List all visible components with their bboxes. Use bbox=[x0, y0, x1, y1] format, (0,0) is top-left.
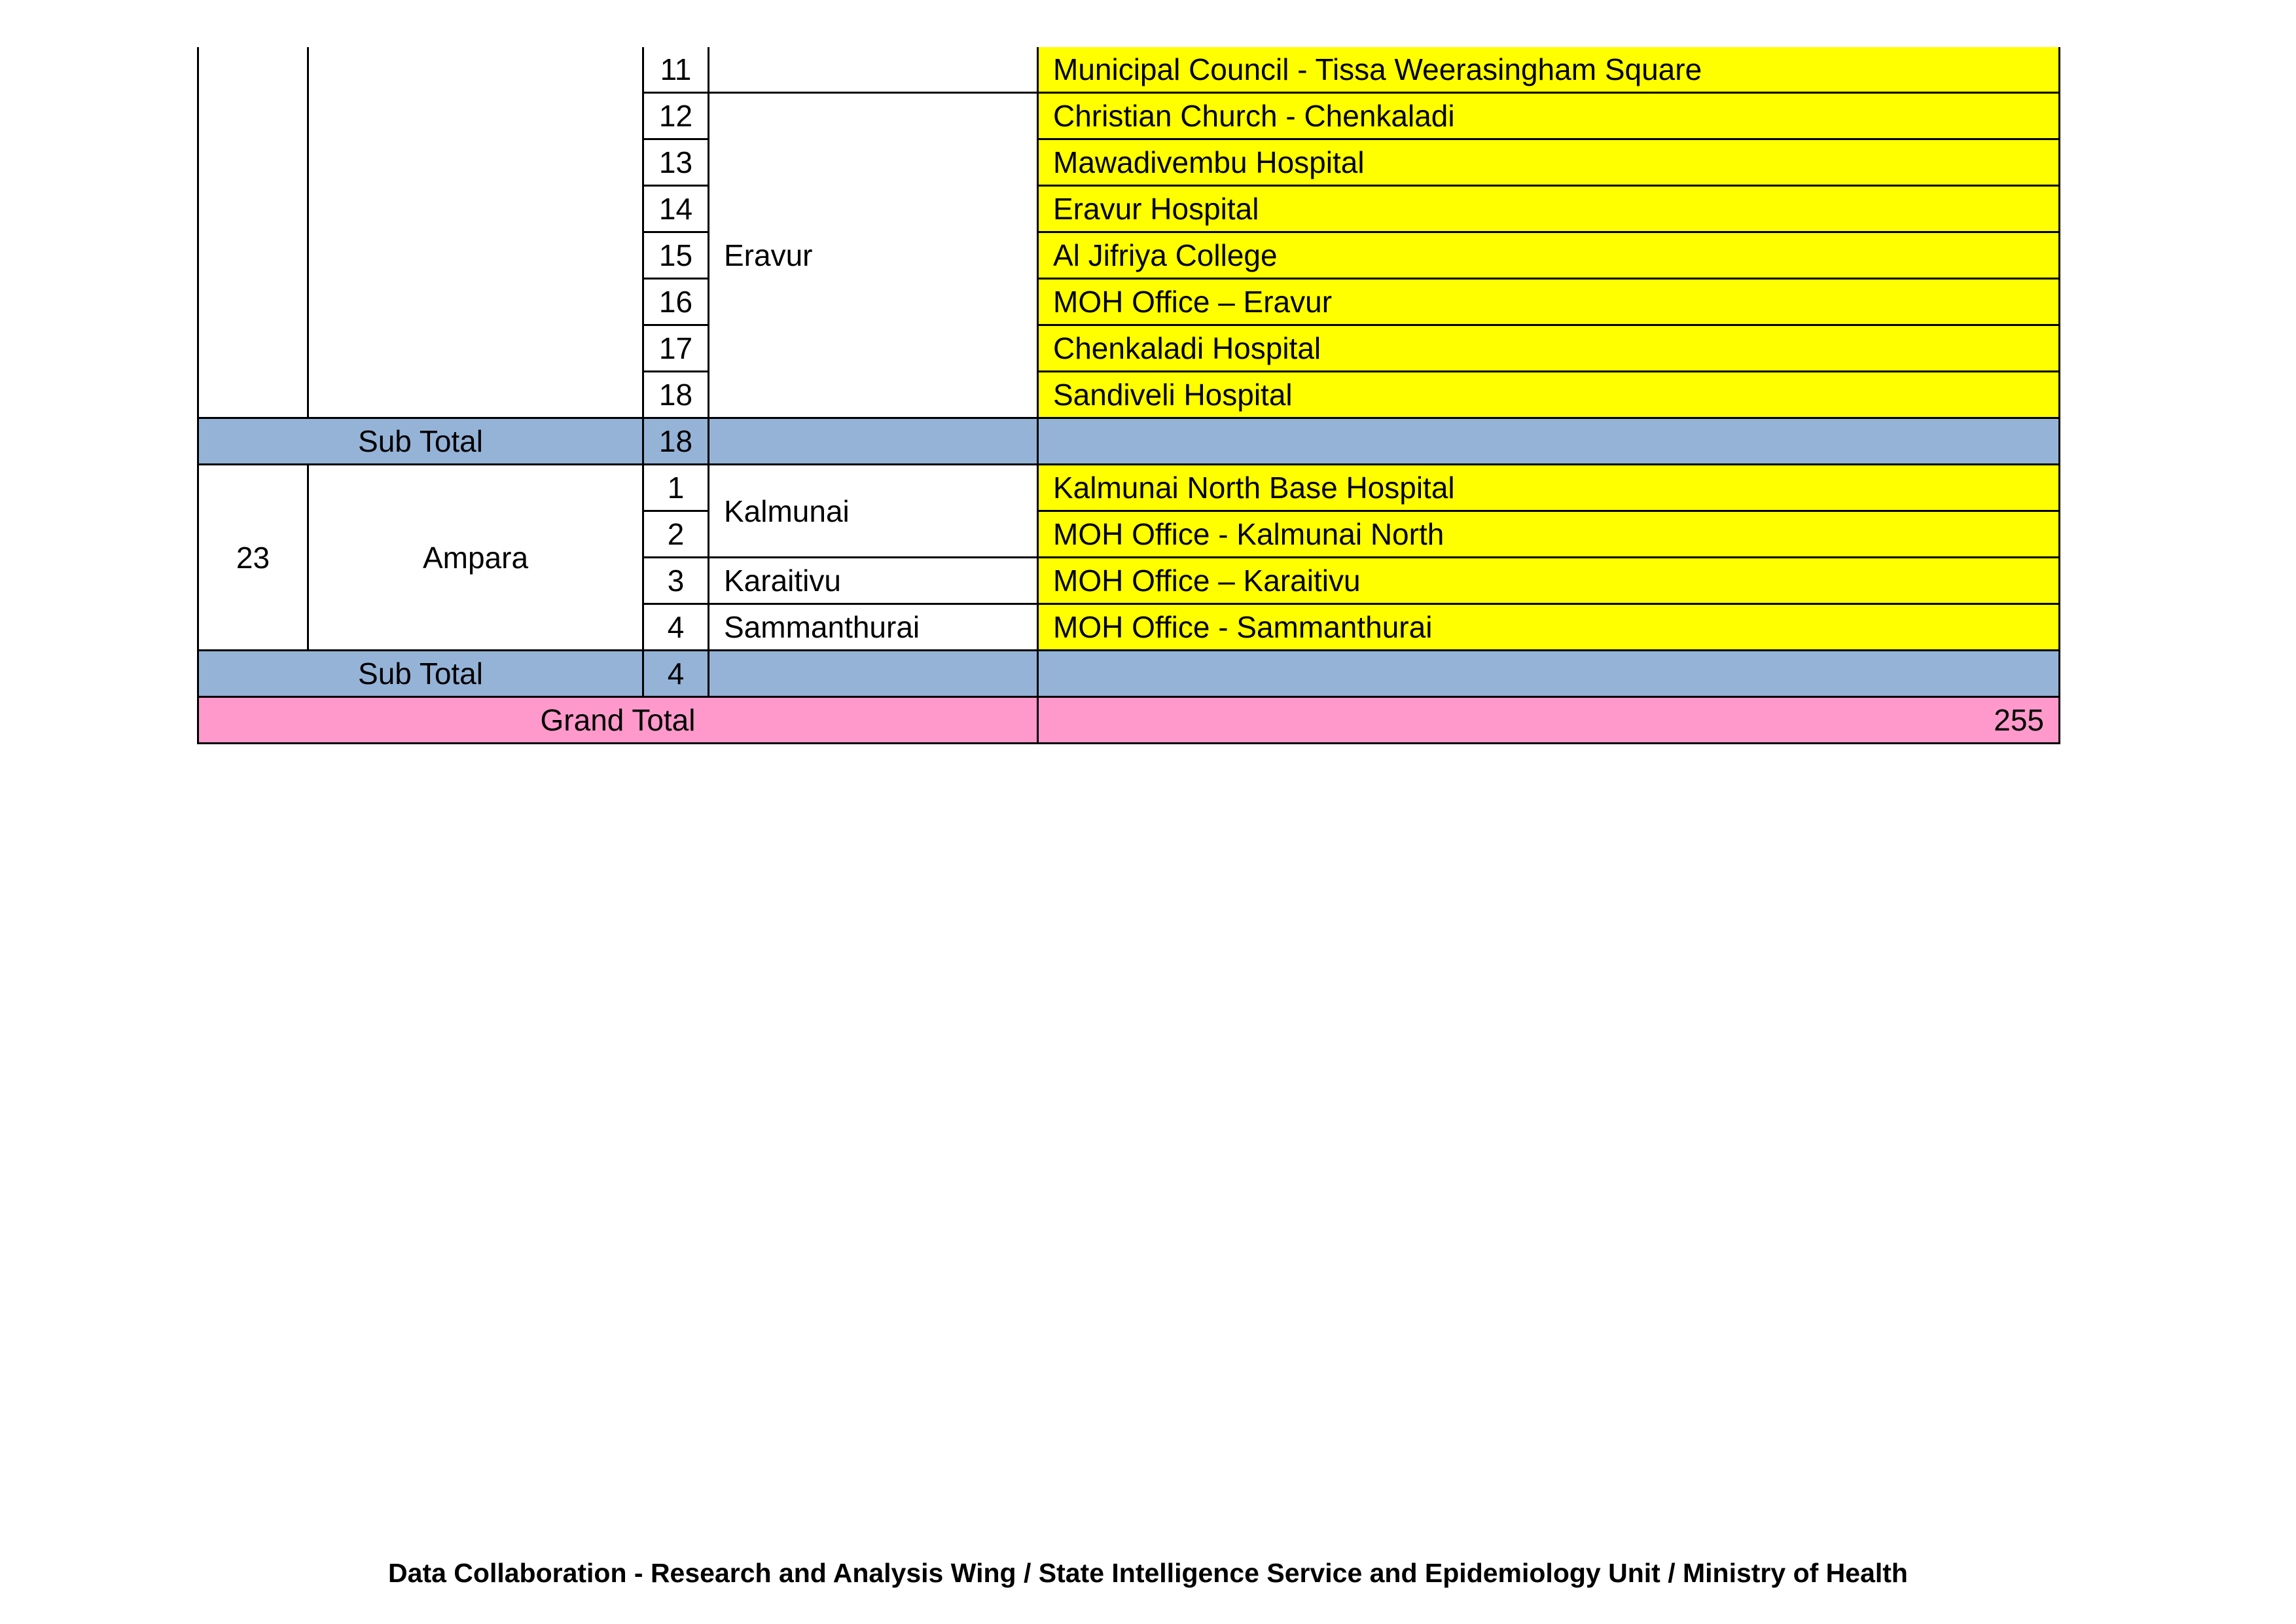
site-name: Mawadivembu Hospital bbox=[1038, 139, 2060, 186]
site-name: MOH Office - Kalmunai North bbox=[1038, 511, 2060, 558]
site-name: Kalmunai North Base Hospital bbox=[1038, 465, 2060, 511]
subtotal-label: Sub Total bbox=[198, 651, 643, 697]
subtotal-row bbox=[198, 651, 2060, 697]
site-name: Al Jifriya College bbox=[1038, 232, 2060, 279]
site-name: Municipal Council - Tissa Weerasingham Square bbox=[1038, 47, 2060, 93]
site-name: Eravur Hospital bbox=[1038, 186, 2060, 232]
site-name: Chenkaladi Hospital bbox=[1038, 325, 2060, 372]
subtotal-count: 4 bbox=[643, 651, 709, 697]
moh-area-cell: Kalmunai bbox=[709, 465, 1038, 558]
district-no-cell bbox=[198, 47, 308, 418]
subtotal-label: Sub Total bbox=[198, 418, 643, 465]
district-cell bbox=[308, 47, 643, 418]
row-number: 13 bbox=[643, 139, 709, 186]
grand-total-label: Grand Total bbox=[198, 697, 1038, 744]
moh-area-cell: Sammanthurai bbox=[709, 604, 1038, 651]
site-name: MOH Office - Sammanthurai bbox=[1038, 604, 2060, 651]
vaccination-centres-table bbox=[197, 47, 2060, 744]
site-name: Sandiveli Hospital bbox=[1038, 372, 2060, 418]
table-row bbox=[198, 47, 2060, 93]
row-number: 4 bbox=[643, 604, 709, 651]
row-number: 11 bbox=[643, 47, 709, 93]
row-number: 18 bbox=[643, 372, 709, 418]
moh-area-cell: Karaitivu bbox=[709, 558, 1038, 604]
subtotal-empty-cell bbox=[709, 418, 1038, 465]
moh-area-cell: Eravur bbox=[709, 93, 1038, 418]
row-number: 1 bbox=[643, 465, 709, 511]
page-footer: Data Collaboration - Research and Analysis Wing / State Intelligence Service and Epidemiology Unit / Ministry of Health bbox=[388, 1558, 1908, 1588]
moh-area-cell bbox=[709, 47, 1038, 93]
grand-total-row bbox=[198, 697, 2060, 744]
row-number: 16 bbox=[643, 279, 709, 325]
grand-total-value: 255 bbox=[1038, 697, 2060, 744]
subtotal-row bbox=[198, 418, 2060, 465]
subtotal-count: 18 bbox=[643, 418, 709, 465]
row-number: 17 bbox=[643, 325, 709, 372]
district-no-cell: 23 bbox=[198, 465, 308, 651]
row-number: 2 bbox=[643, 511, 709, 558]
site-name: MOH Office – Eravur bbox=[1038, 279, 2060, 325]
row-number: 15 bbox=[643, 232, 709, 279]
row-number: 12 bbox=[643, 93, 709, 139]
site-name: Christian Church - Chenkaladi bbox=[1038, 93, 2060, 139]
row-number: 14 bbox=[643, 186, 709, 232]
subtotal-empty-cell bbox=[1038, 651, 2060, 697]
district-cell: Ampara bbox=[308, 465, 643, 651]
subtotal-empty-cell bbox=[1038, 418, 2060, 465]
row-number: 3 bbox=[643, 558, 709, 604]
table-row bbox=[198, 465, 2060, 511]
subtotal-empty-cell bbox=[709, 651, 1038, 697]
site-name: MOH Office – Karaitivu bbox=[1038, 558, 2060, 604]
